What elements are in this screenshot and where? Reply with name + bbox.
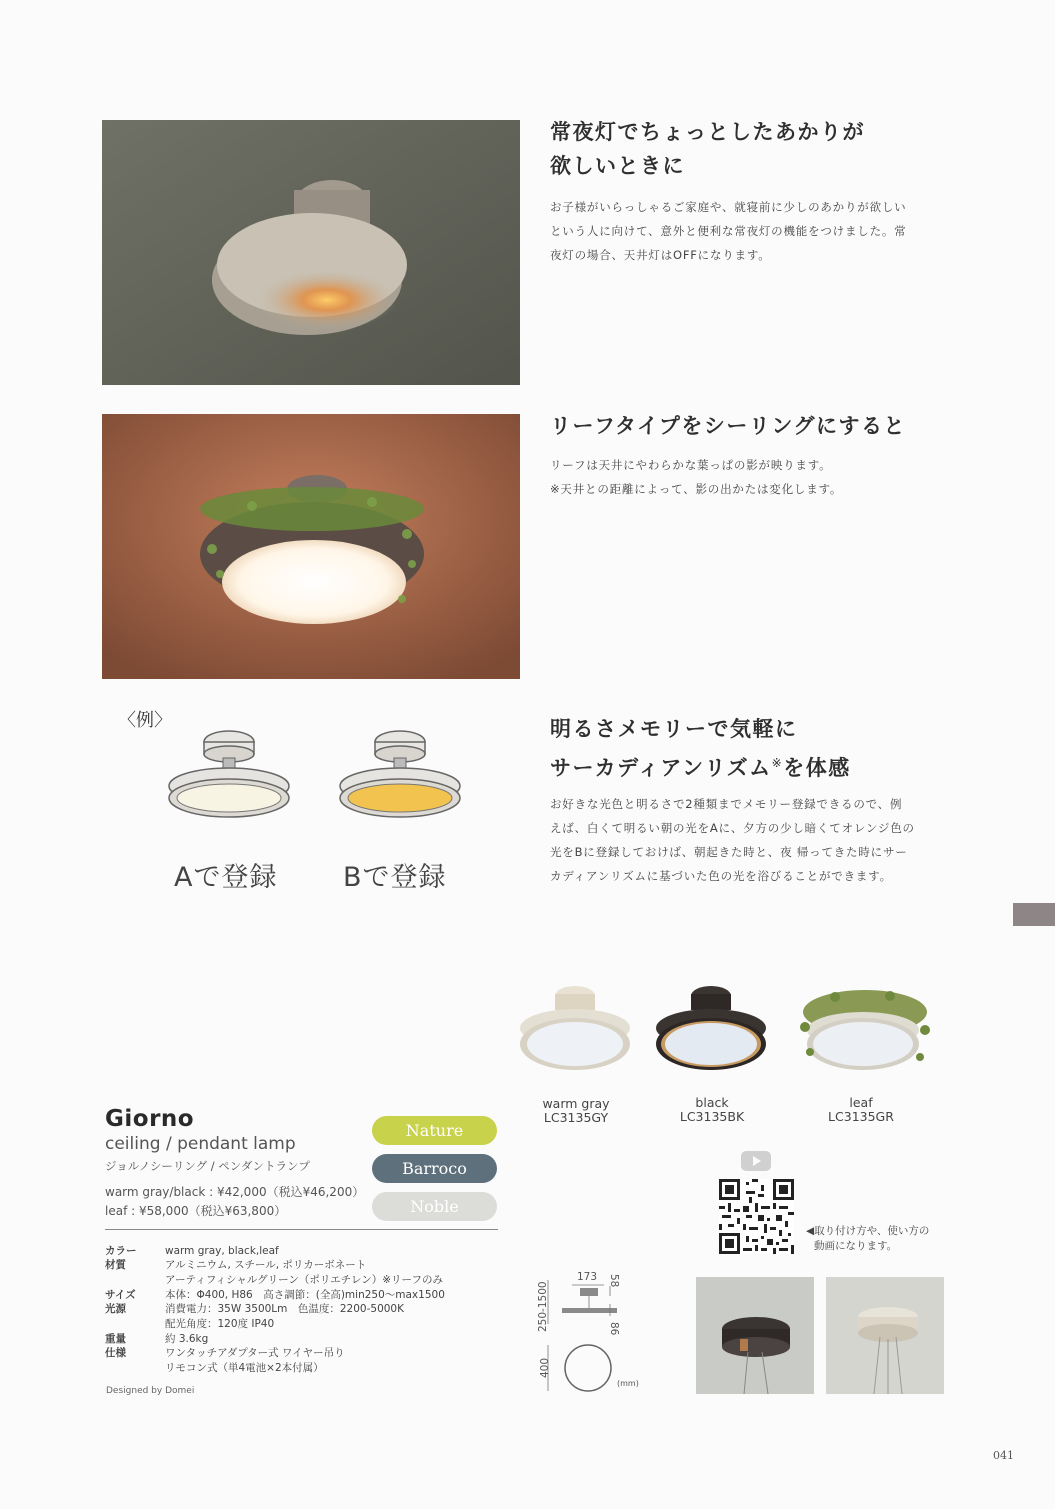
designer-credit: Designed by Domei bbox=[106, 1386, 195, 1396]
product-name: Giorno bbox=[105, 1106, 195, 1132]
variant-black-label: black LC3135BK bbox=[679, 1095, 745, 1124]
variant-leaf-image bbox=[790, 982, 940, 1078]
variant-leaf-label: leaf LC3135GR bbox=[828, 1095, 894, 1124]
register-b-label: Bで登録 bbox=[343, 862, 447, 893]
tag-barroco: Barroco bbox=[372, 1154, 497, 1183]
page-number: 041 bbox=[993, 1449, 1014, 1462]
night-light-photo bbox=[102, 120, 520, 385]
dim-body-height: 86 bbox=[608, 1322, 620, 1336]
product-type: ceiling / pendant lamp bbox=[105, 1134, 296, 1154]
qr-note: ◀取り付け方や、使い方の 動画になります。 bbox=[806, 1225, 930, 1252]
product-name-jp: ジョルノシーリング / ペンダントランプ bbox=[105, 1159, 310, 1173]
dim-canopy-height: 58 bbox=[608, 1274, 620, 1288]
section3-body: お好きな光色と明るさで2種類までメモリー登録できるので、例 えば、白くて明るい朝の光をAに、夕方の少し暗くてオレンジ色の 光をBに登録しておけば、朝起きた時と、夜 帰ってきた時にサー カディアンリズムに基づいた色の光を浴びることができます。 bbox=[550, 797, 915, 883]
section1-title: 常夜灯でちょっとしたあかりが 欲しいときに bbox=[550, 120, 865, 178]
dim-top-width: 173 bbox=[577, 1271, 598, 1283]
canopy-warm-gray-photo bbox=[826, 1277, 944, 1394]
video-play-icon[interactable] bbox=[741, 1151, 771, 1171]
qr-code[interactable] bbox=[719, 1179, 794, 1254]
price-leaf: leaf : ¥58,000（税込¥63,800） bbox=[105, 1204, 287, 1218]
variant-warm-gray-image bbox=[518, 982, 634, 1078]
section2-body: リーフは天井にやわらかな葉っぱの影が映ります。 ※天井との距離によって、影の出かたは変化します。 bbox=[550, 458, 843, 496]
tag-nature: Nature bbox=[372, 1116, 497, 1145]
tag-noble: Noble bbox=[372, 1192, 497, 1221]
dim-height-range: 250-1500 bbox=[537, 1281, 549, 1332]
dim-diameter: 400 bbox=[539, 1357, 551, 1378]
example-label: 〈例〉 bbox=[118, 710, 172, 731]
canopy-black-photo bbox=[696, 1277, 814, 1394]
side-index-tab bbox=[1013, 903, 1055, 926]
variant-warm-gray-label: warm gray LC3135GY bbox=[542, 1096, 610, 1125]
lamp-a-light bbox=[177, 784, 281, 812]
variant-black-image bbox=[654, 982, 770, 1078]
section3-title: 明るさメモリーで気軽に サーカディアンリズム※を体感 bbox=[550, 717, 851, 780]
price-warm-gray-black: warm gray/black : ¥42,000（税込¥46,200） bbox=[105, 1185, 365, 1199]
lamp-b-light bbox=[348, 784, 452, 812]
register-a-label: Aで登録 bbox=[174, 862, 278, 893]
section1-body: お子様がいらっしゃるご家庭や、就寝前に少しのあかりが欲しい という人に向けて、意外と便利な常夜灯の機能をつけました。常 夜灯の場合、天井灯はOFFになります。 bbox=[550, 200, 907, 262]
lamp-a-illustration bbox=[166, 728, 292, 824]
leaf-ceiling-photo bbox=[102, 414, 520, 679]
lamp-b-illustration bbox=[337, 728, 463, 824]
spec-divider bbox=[105, 1229, 498, 1230]
dim-unit: (mm) bbox=[617, 1379, 639, 1388]
section2-title: リーフタイプをシーリングにすると bbox=[550, 414, 907, 438]
